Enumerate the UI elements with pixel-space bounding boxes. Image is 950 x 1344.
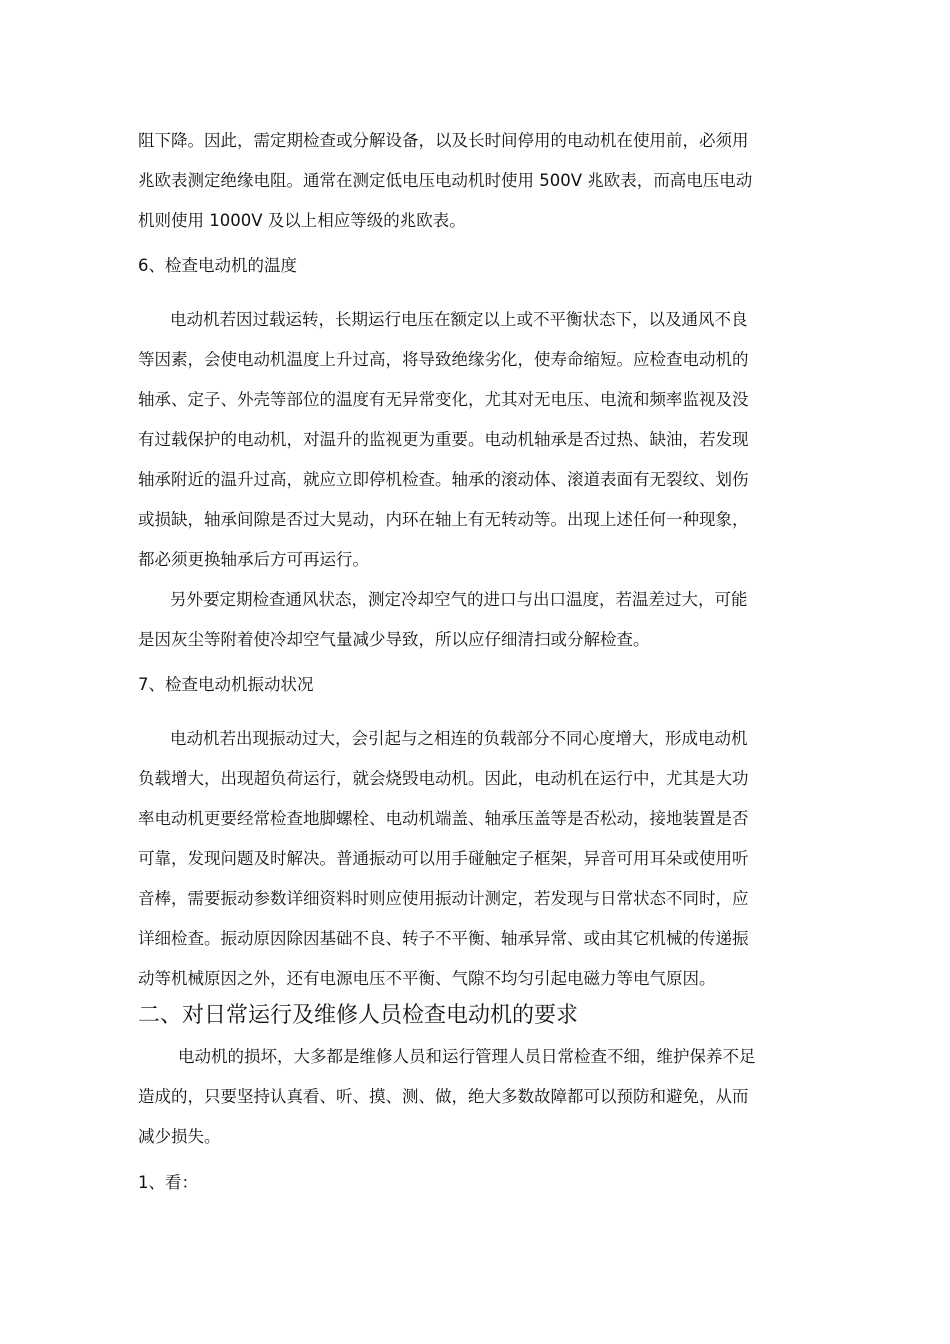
- paragraph-line: 等因素，会使电动机温度上升过高，将导致绝缘劣化，使寿命缩短。应检查电动机的: [138, 350, 749, 369]
- paragraph-line: 阻下降。因此，需定期检查或分解设备，以及长时间停用的电动机在使用前，必须用: [138, 131, 749, 150]
- paragraph-line: 电动机若出现振动过大，会引起与之相连的负载部分不同心度增大，形成电动机: [170, 729, 748, 748]
- paragraph-line: 电动机若因过载运转，长期运行电压在额定以上或不平衡状态下，以及通风不良: [170, 310, 748, 329]
- paragraph-line: 率电动机更要经常检查地脚螺栓、电动机端盖、轴承压盖等是否松动，接地装置是否: [138, 809, 749, 828]
- item-1-heading: 1、看：: [138, 1173, 198, 1192]
- paragraph-line: 轴承、定子、外壳等部位的温度有无异常变化，尤其对无电压、电流和频率监视及没: [138, 390, 749, 409]
- paragraph-line: 另外要定期检查通风状态，测定冷却空气的进口与出口温度，若温差过大，可能: [170, 590, 748, 609]
- item-6-heading: 6、检查电动机的温度: [138, 256, 297, 275]
- paragraph-line: 音棒，需要振动参数详细资料时则应使用振动计测定，若发现与日常状态不同时，应: [138, 889, 749, 908]
- section-2-heading: 二、对日常运行及维修人员检查电动机的要求: [138, 1003, 579, 1028]
- paragraph-line: 详细检查。振动原因除因基础不良、转子不平衡、轴承异常、或由其它机械的传递振: [138, 929, 749, 948]
- paragraph-line: 负载增大，出现超负荷运行，就会烧毁电动机。因此，电动机在运行中，尤其是大功: [138, 769, 749, 788]
- paragraph-line: 都必须更换轴承后方可再运行。: [138, 550, 369, 569]
- paragraph-line: 可靠，发现问题及时解决。普通振动可以用手碰触定子框架，异音可用耳朵或使用听: [138, 849, 749, 868]
- paragraph-line: 或损缺，轴承间隙是否过大晃动，内环在轴上有无转动等。出现上述任何一种现象，: [138, 510, 749, 529]
- item-7-heading: 7、检查电动机振动状况: [138, 675, 314, 694]
- paragraph-line: 减少损失。: [138, 1127, 221, 1146]
- paragraph-line: 电动机的损坏，大多都是维修人员和运行管理人员日常检查不细，维护保养不足: [178, 1047, 756, 1066]
- paragraph-line: 轴承附近的温升过高，就应立即停机检查。轴承的滚动体、滚道表面有无裂纹、划伤: [138, 470, 749, 489]
- paragraph-line: 动等机械原因之外，还有电源电压不平衡、气隙不均匀引起电磁力等电气原因。: [138, 969, 716, 988]
- paragraph-line: 机则使用 1000V 及以上相应等级的兆欧表。: [138, 211, 466, 230]
- paragraph-line: 兆欧表测定绝缘电阻。通常在测定低电压电动机时使用 500V 兆欧表，而高电压电动: [138, 171, 753, 190]
- paragraph-line: 是因灰尘等附着使冷却空气量减少导致，所以应仔细清扫或分解检查。: [138, 630, 650, 649]
- paragraph-line: 造成的，只要坚持认真看、听、摸、测、做，绝大多数故障都可以预防和避免，从而: [138, 1087, 749, 1106]
- paragraph-line: 有过载保护的电动机，对温升的监视更为重要。电动机轴承是否过热、缺油，若发现: [138, 430, 749, 449]
